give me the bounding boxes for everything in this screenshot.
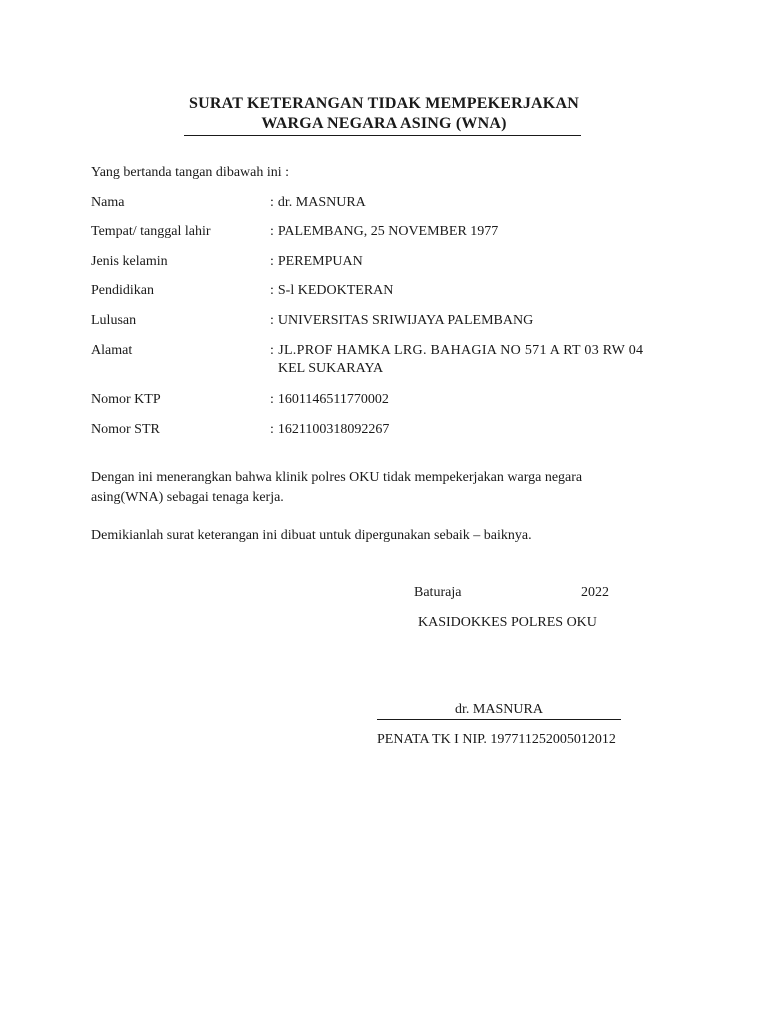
- signature-position: KASIDOKKES POLRES OKU: [418, 615, 597, 630]
- field-value-text: S-l KEDOKTERAN: [277, 283, 394, 298]
- signature-rank-nip: PENATA TK I NIP. 197711252005012012: [377, 732, 616, 747]
- field-value-graduate: [270, 312, 533, 330]
- field-value-text: UNIVERSITAS SRIWIJAYA PALEMBANG: [277, 313, 534, 328]
- field-label-str: Nomor STR: [91, 422, 160, 437]
- field-value-text: 1621100318092267: [277, 422, 390, 437]
- document-title-line1: SURAT KETERANGAN TIDAK MEMPEKERJAKAN: [189, 95, 579, 112]
- field-value-text: PALEMBANG, 25 NOVEMBER 1977: [277, 224, 499, 239]
- field-label-gender: Jenis kelamin: [91, 254, 168, 269]
- field-label-graduate: Lulusan: [91, 313, 137, 328]
- colon: :: [270, 313, 274, 328]
- field-value-text: dr. MASNURA: [277, 195, 366, 210]
- field-value-text: 1601146511770002: [277, 392, 389, 407]
- colon: :: [270, 422, 274, 437]
- field-value-gender: [270, 253, 363, 271]
- colon: :: [270, 283, 274, 298]
- field-label-education: Pendidikan: [91, 283, 154, 298]
- colon: :: [270, 195, 274, 210]
- statement-paragraph: Dengan ini menerangkan bahwa klinik polres OKU tidak mempekerjakan warga negara asing(WNA) sebagai tenaga kerja.: [91, 470, 583, 505]
- field-label-address: Alamat: [91, 343, 133, 358]
- field-value-ktp: [270, 391, 389, 409]
- field-value-str: [270, 421, 389, 439]
- field-value-address-line2: KEL SUKARAYA: [278, 361, 384, 376]
- field-label-ktp: Nomor KTP: [91, 392, 161, 407]
- intro-text: Yang bertanda tangan dibawah ini :: [91, 165, 290, 180]
- field-value-education: [270, 282, 393, 300]
- field-value-address: [270, 342, 643, 360]
- title-underline: [184, 135, 581, 136]
- closing-paragraph: Demikianlah surat keterangan ini dibuat untuk dipergunakan sebaik – baiknya.: [91, 528, 532, 543]
- field-value-nama: [270, 194, 366, 212]
- colon: :: [270, 224, 274, 239]
- field-label-nama: Nama: [91, 195, 125, 210]
- field-label-birth: Tempat/ tanggal lahir: [91, 224, 211, 239]
- field-value-birth: [270, 223, 498, 241]
- field-value-text: JL.PROF HAMKA LRG. BAHAGIA NO 571 A RT 03 RW 04: [278, 343, 644, 358]
- colon: :: [270, 254, 274, 269]
- signature-place: Baturaja: [414, 585, 462, 600]
- signature-year: 2022: [581, 585, 609, 600]
- colon: :: [270, 343, 275, 358]
- document-title-line2: WARGA NEGARA ASING (WNA): [261, 115, 507, 132]
- field-value-text: PEREMPUAN: [277, 254, 363, 269]
- colon: :: [270, 392, 274, 407]
- signature-name: dr. MASNURA: [377, 701, 621, 720]
